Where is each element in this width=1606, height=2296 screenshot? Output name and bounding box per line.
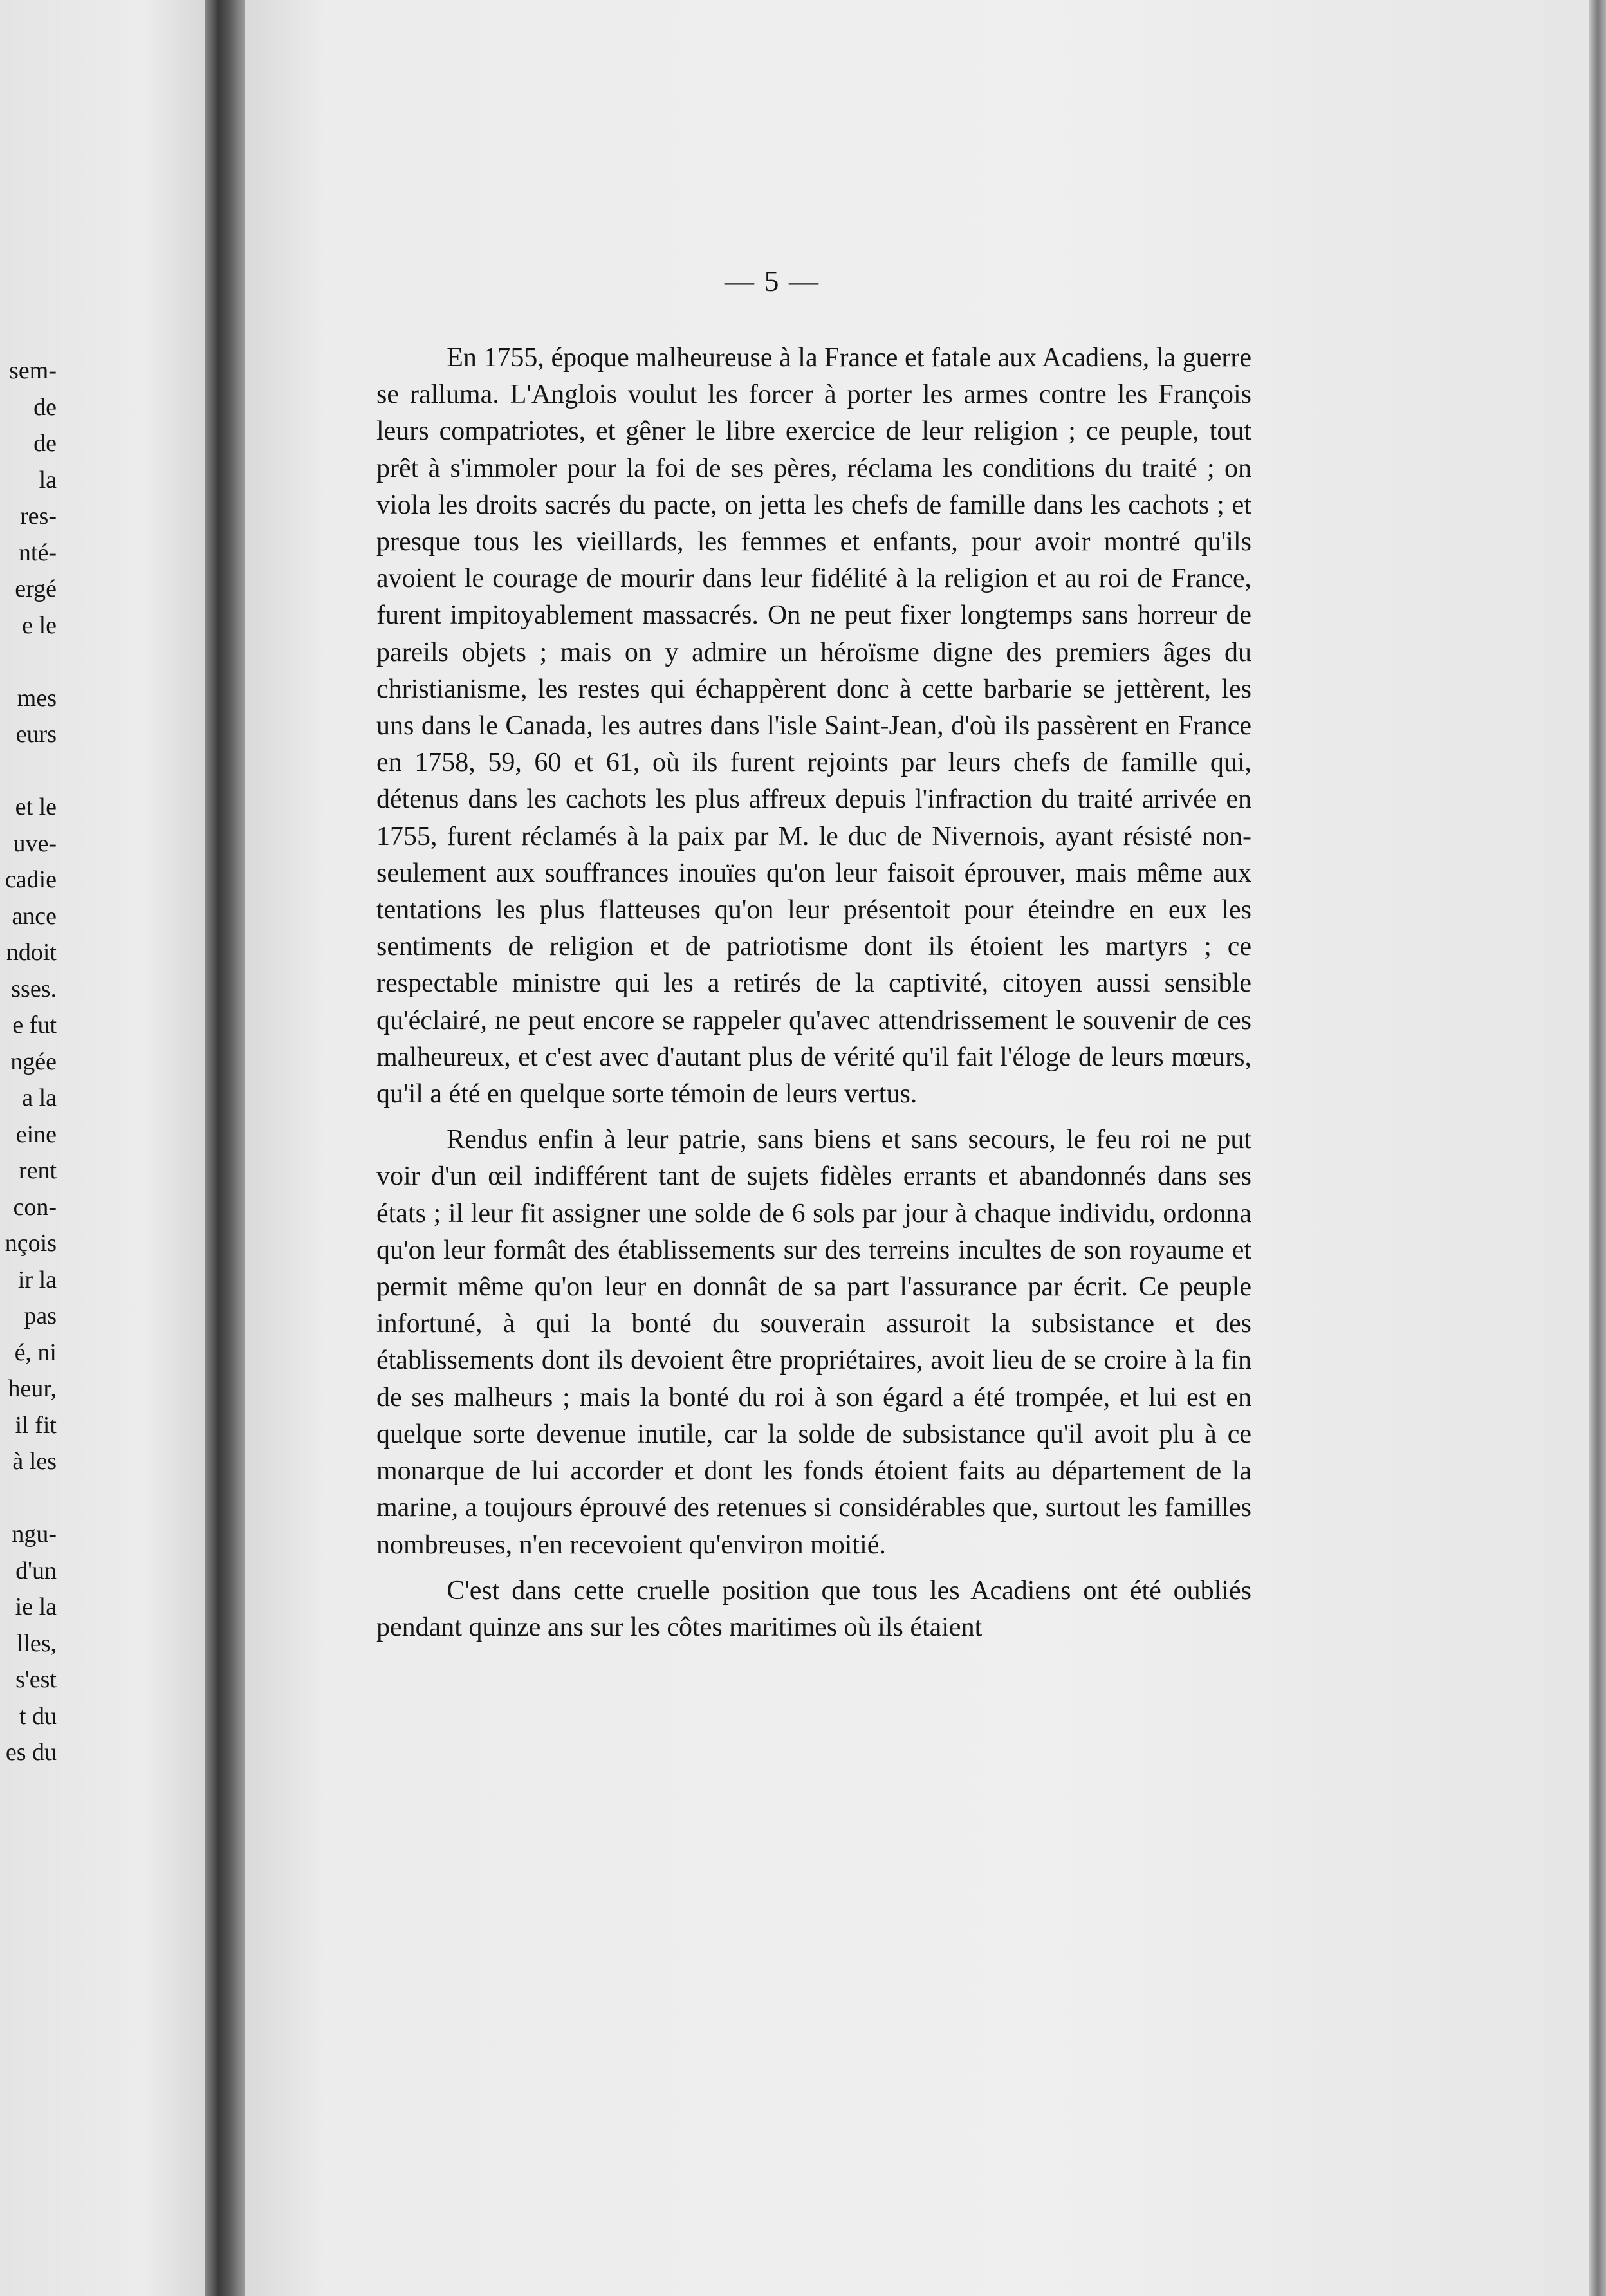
left-fragment-line: pas [24, 1302, 57, 1329]
left-fragment-line: e fut [12, 1012, 57, 1039]
left-page-fragments [0, 353, 57, 1771]
left-fragment-line: cadie [5, 866, 57, 893]
left-fragment-line: de [33, 393, 57, 421]
left-fragment-line: nté- [18, 539, 57, 566]
left-fragment-line: sses. [11, 975, 57, 1003]
left-fragment-line: heur, [8, 1375, 57, 1402]
left-fragment-line: con- [13, 1193, 57, 1221]
page-edge [1589, 0, 1606, 2296]
left-fragment-line: e le [22, 611, 57, 639]
left-fragment-line: ance [12, 902, 57, 930]
left-fragment-line: de [33, 430, 57, 457]
left-fragment-line: rent [18, 1157, 57, 1184]
left-fragment-line: ir la [17, 1266, 57, 1293]
left-fragment-line: ndoit [6, 939, 57, 966]
left-fragment-line: d'un [15, 1557, 57, 1584]
left-fragment-line: il fit [15, 1411, 57, 1439]
paragraph-3: C'est dans cette cruelle position que tous les Acadiens ont été oubliés pendant quinze ans sur les côtes maritimes où ils étaient [376, 1575, 1251, 1642]
left-fragment-line [0, 1480, 57, 1517]
paragraph-1: En 1755, époque malheureuse à la France et fatale aux Acadiens, la guerre se ralluma. L'Anglois voulut les forcer à porter les armes contre les François leurs compatriotes, et gêner le libre exercice de leur religion ; ce peuple, tout prêt à s'immoler pour la foi de ses pères, réclama les conditions du traité ; on viola les droits sacrés du pacte, on jetta les chefs de famille dans les cachots ; et presque tous les vieillards, les femmes et enfants, pour avoir montré qu'ils avoient le courage de mourir dans leur fidélité à la religion et au roi de France, furent impitoyablement massacrés. On ne peut fixer longtemps sans horreur de pareils objets ; mais on y admire un héroïsme digne des premiers âges du christianisme, les restes qui échappèrent donc à cette barbarie se jettèrent, les uns dans le Canada, les autres dans l'isle Saint-Jean, d'où ils passèrent en France en 1758, 59, 60 et 61, où ils furent rejoints par leurs chefs de famille qui, détenus dans les cachots les plus affreux depuis l'infraction du traité arrivée en 1755, furent réclamés à la paix par M. le duc de Nivernois, ayant résisté non-seulement aux souffrances inouïes qu'on leur faisoit éprouver, mais même aux tentations les plus flatteuses qu'on leur présentoit pour éteindre en eux les sentiments de religion et de patriotisme dont ils étoient les martyrs ; ce respectable ministre qui les a retirés de la captivité, citoyen aussi sensible qu'éclairé, ne peut encore se rappeler qu'avec attendrissement le souvenir de ces malheureux, et c'est avec d'autant plus de vérité qu'il fait l'éloge de leurs mœurs, qu'il a été en quelque sorte témoin de leurs vertus. [376, 343, 1251, 1109]
page-number: — 5 — [725, 264, 820, 297]
left-fragment-line: ergé [15, 575, 57, 602]
left-fragment-line: et le [15, 793, 57, 820]
left-fragment-line: eine [15, 1120, 57, 1148]
left-fragment-line [0, 643, 57, 680]
left-fragment-line: ie la [15, 1593, 57, 1620]
left-fragment-line: t du [19, 1702, 57, 1730]
paragraph-2: Rendus enfin à leur patrie, sans biens et sans secours, le feu roi ne put voir d'un œil indifférent tant de sujets fidèles errants et abandonnés dans ses états ; il leur fit assigner une solde de 6 sols par jour à chaque individu, ordonna qu'on leur formât des établissements sur des terreins incultes de son royaume et permit même qu'on leur en donnât de sa part l'assurance par écrit. Ce peuple infortuné, à qui la bonté du souverain assuroit la subsistance et des établissements dont ils devoient être propriétaires, avoit lieu de se croire à la fin de ses malheurs ; mais la bonté du roi à son égard a été trompée, et lui est en quelque sorte devenue inutile, car la solde de subsistance qu'il avoit plu à ce monarque de lui accorder et dont les fonds étoient faits au département de la marine, a toujours éprouvé des retenues si considérables que, surtout les familles nombreuses, n'en recevoient qu'environ moitié. [376, 1125, 1251, 1560]
left-fragment-line: ngée [10, 1048, 57, 1075]
left-fragment-line: ngu- [12, 1521, 57, 1548]
left-fragment-line: lles, [16, 1629, 57, 1657]
left-fragment-line: s'est [15, 1666, 57, 1693]
left-fragment-line: es du [5, 1739, 57, 1766]
left-fragment-line: eurs [15, 721, 57, 748]
left-fragment-line: res- [20, 503, 57, 530]
left-fragment-line: mes [17, 684, 57, 712]
left-fragment-line: nçois [5, 1230, 57, 1257]
left-fragment-line: é, ni [14, 1338, 57, 1366]
left-fragment-line: a la [22, 1084, 57, 1111]
left-fragment-line: uve- [13, 829, 57, 857]
left-fragment-line: à les [12, 1448, 57, 1475]
left-fragment-line: la [39, 466, 57, 494]
left-fragment-line [0, 753, 57, 790]
left-page [0, 0, 205, 2296]
left-fragment-line: sem- [9, 357, 57, 384]
body-text [376, 340, 1251, 1646]
book-gutter [205, 0, 245, 2296]
